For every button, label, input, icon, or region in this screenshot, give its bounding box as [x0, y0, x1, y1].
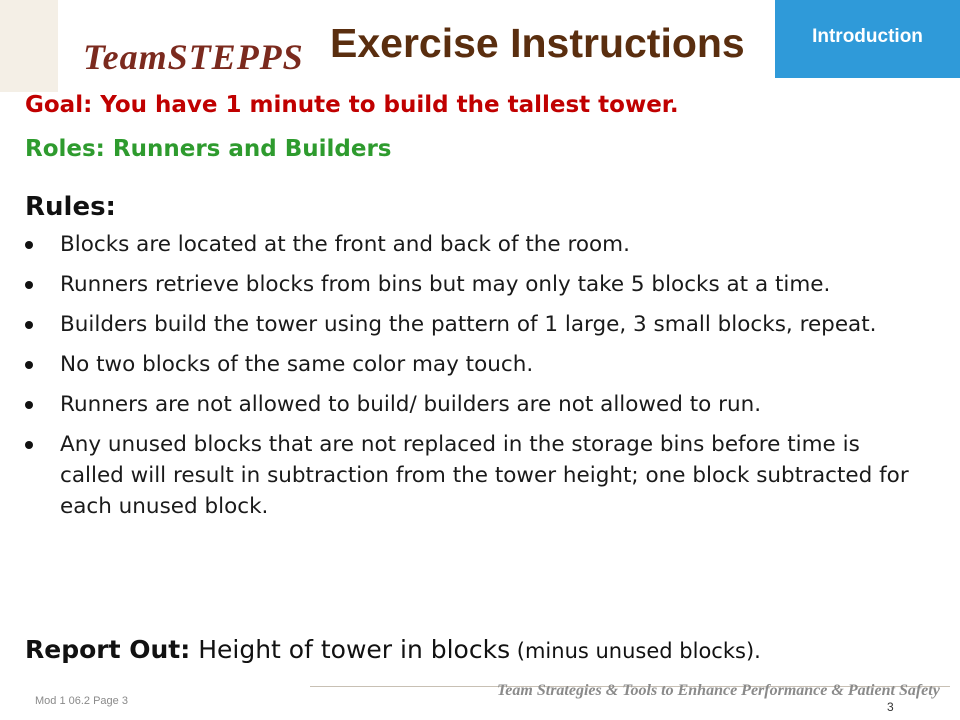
- section-tab: [775, 0, 960, 78]
- rule-item: [25, 269, 930, 300]
- rules-list: [25, 229, 930, 531]
- bullet-icon: [25, 401, 33, 409]
- report-out-text: Height of tower in blocks: [190, 635, 511, 664]
- header-corner-box: [0, 0, 58, 92]
- rule-text: Builders build the tower using the pattern of 1 large, 3 small blocks, repeat.: [60, 312, 877, 337]
- bullet-icon: [25, 321, 33, 329]
- bullet-icon: [25, 361, 33, 369]
- rule-text: Blocks are located at the front and back of the room.: [60, 232, 630, 257]
- rule-item: [25, 349, 930, 380]
- bullet-icon: [25, 441, 33, 449]
- slide-title: Exercise Instructions: [330, 20, 745, 66]
- bullet-icon: [25, 281, 33, 289]
- roles-text: Roles: Runners and Builders: [25, 136, 392, 162]
- rule-item: [25, 389, 930, 420]
- rule-text: Any unused blocks that are not replaced in the storage bins before time is called will result in subtraction from the tower height; one block subtracted for each unused block.: [60, 432, 909, 519]
- bullet-icon: [25, 241, 33, 249]
- report-out: [25, 635, 761, 664]
- module-reference: Mod 1 06.2 Page 3: [35, 695, 128, 707]
- rule-text: Runners retrieve blocks from bins but may only take 5 blocks at a time.: [60, 272, 831, 297]
- page-number: 3: [887, 700, 894, 714]
- rule-text: No two blocks of the same color may touch.: [60, 352, 534, 377]
- rule-item: [25, 429, 930, 522]
- report-out-note: (minus unused blocks).: [510, 639, 761, 663]
- rule-text: Runners are not allowed to build/ builders are not allowed to run.: [60, 392, 762, 417]
- teamstepps-logo: TeamSTEPPS: [83, 37, 304, 77]
- section-tab-label: Introduction: [812, 26, 923, 47]
- rule-item: [25, 309, 930, 340]
- rules-heading: Rules:: [25, 192, 116, 222]
- rule-item: [25, 229, 930, 260]
- goal-text: Goal: You have 1 minute to build the tallest tower.: [25, 92, 679, 118]
- report-out-label: Report Out:: [25, 635, 191, 664]
- footer-tagline: Team Strategies & Tools to Enhance Performance & Patient Safety: [497, 682, 940, 699]
